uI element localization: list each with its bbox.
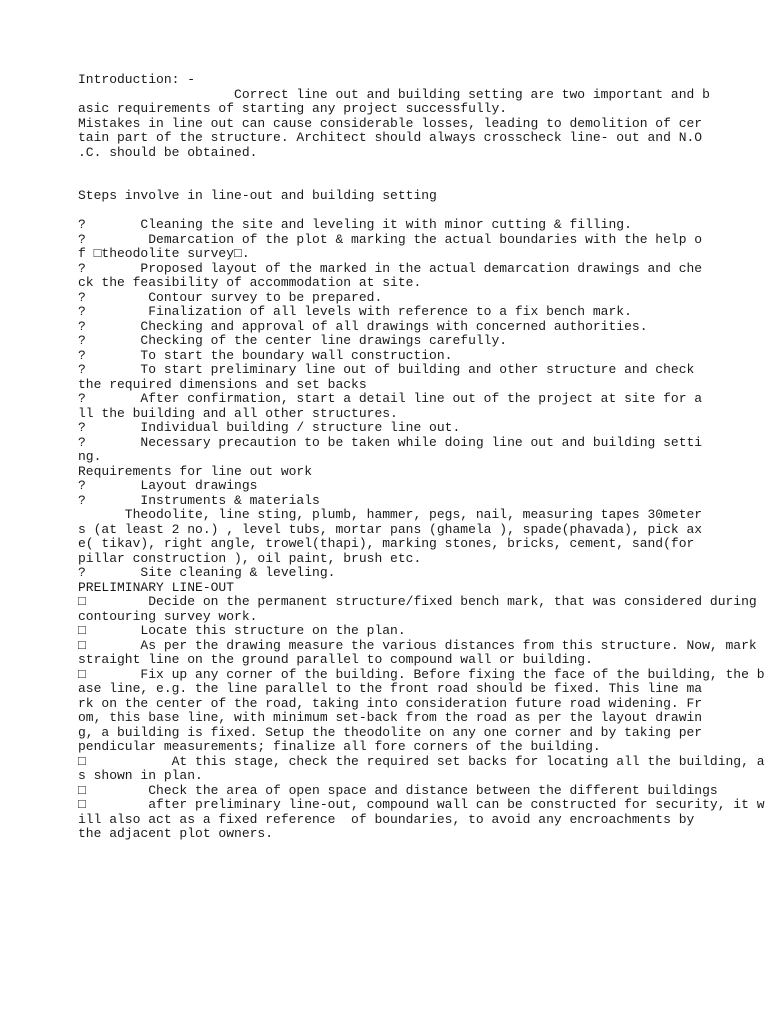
text-line: ? Layout drawings xyxy=(78,478,258,493)
text-line: ? Cleaning the site and leveling it with minor cutting & filling. xyxy=(78,217,632,232)
text-line: ase line, e.g. the line parallel to the front road should be fixed. This line ma xyxy=(78,681,703,696)
text-line: ck the feasibility of accommodation at site. xyxy=(78,275,422,290)
text-line: □ Check the area of open space and distance between the different buildings xyxy=(78,782,718,798)
text-line: ? Finalization of all levels with reference to a fix bench mark. xyxy=(78,304,632,319)
text-line: contouring survey work. xyxy=(78,608,258,624)
text-line: ? Contour survey to be prepared. xyxy=(78,289,383,305)
text-line: ? Individual building / structure line out. xyxy=(78,420,461,435)
text-line: s (at least 2 no.) , level tubs, mortar pans (ghamela ), spade(phavada), pick ax xyxy=(78,521,703,537)
text-line: pendicular measurements; finalize all fore corners of the building. xyxy=(78,739,601,754)
text-line: □ Decide on the permanent structure/fixed bench mark, that was considered during xyxy=(78,594,757,609)
text-line: ? Checking of the center line drawings carefully. xyxy=(78,333,508,348)
text-line: ? To start the boundary wall construction. xyxy=(78,347,453,363)
text-line: asic requirements of starting any project successfully. xyxy=(78,101,508,116)
text-line: pillar construction ), oil paint, brush etc. xyxy=(78,550,422,566)
text-line: ill also act as a fixed reference of boundaries, to avoid any encroachments by xyxy=(78,811,695,827)
text-line: s shown in plan. xyxy=(78,768,203,783)
text-line: ? Necessary precaution to be taken while doing line out and building setti xyxy=(78,434,703,450)
text-line: PRELIMINARY LINE-OUT xyxy=(78,579,235,595)
text-line: □ At this stage, check the required set backs for locating all the building, a xyxy=(78,753,765,769)
text-line: f □theodolite survey□. xyxy=(78,246,250,261)
text-line: Correct line out and building setting are two important and b xyxy=(78,86,710,102)
text-line: rk on the center of the road, taking into consideration future road widening. Fr xyxy=(78,695,703,711)
text-line: ng. xyxy=(78,449,102,464)
text-line: □ after preliminary line-out, compound wall can be constructed for security, it w xyxy=(78,797,765,812)
text-line: g, a building is fixed. Setup the theodolite on any one corner and by taking per xyxy=(78,724,703,740)
text-line: straight line on the ground parallel to compound wall or building. xyxy=(78,652,593,667)
text-line: Theodolite, line sting, plumb, hammer, pegs, nail, measuring tapes 30meter xyxy=(78,507,703,522)
text-line: ? Site cleaning & leveling. xyxy=(78,565,336,580)
text-line: tain part of the structure. Architect should always crosscheck line- out and N.O xyxy=(78,130,703,145)
text-line: .C. should be obtained. xyxy=(78,144,258,160)
text-line: ? Proposed layout of the marked in the actual demarcation drawings and che xyxy=(78,260,703,276)
text-line: ll the building and all other structures. xyxy=(78,405,398,421)
text-line: the adjacent plot owners. xyxy=(78,826,274,841)
text-line: ? To start preliminary line out of building and other structure and check xyxy=(78,362,695,377)
text-line: Introduction: - xyxy=(78,72,196,87)
text-line: e( tikav), right angle, trowel(thapi), marking stones, bricks, cement, sand(for xyxy=(78,536,695,551)
text-line: ? Demarcation of the plot & marking the actual boundaries with the help o xyxy=(78,231,703,247)
text-line: ? After confirmation, start a detail line out of the project at site for a xyxy=(78,391,703,406)
text-line: ? Instruments & materials xyxy=(78,492,320,508)
text-line: ? Checking and approval of all drawings with concerned authorities. xyxy=(78,318,648,334)
text-line: □ Locate this structure on the plan. xyxy=(78,623,406,638)
text-line: Requirements for line out work xyxy=(78,463,313,479)
text-line: □ Fix up any corner of the building. Before fixing the face of the building, the b xyxy=(78,666,765,682)
text-line: the required dimensions and set backs xyxy=(78,376,367,392)
text-line: Mistakes in line out can cause considerable losses, leading to demolition of cer xyxy=(78,115,703,131)
text-line: Steps involve in line-out and building setting xyxy=(78,188,437,203)
text-line: om, this base line, with minimum set-back from the road as per the layout drawin xyxy=(78,710,703,725)
text-line: □ As per the drawing measure the various distances from this structure. Now, mark xyxy=(78,637,757,653)
